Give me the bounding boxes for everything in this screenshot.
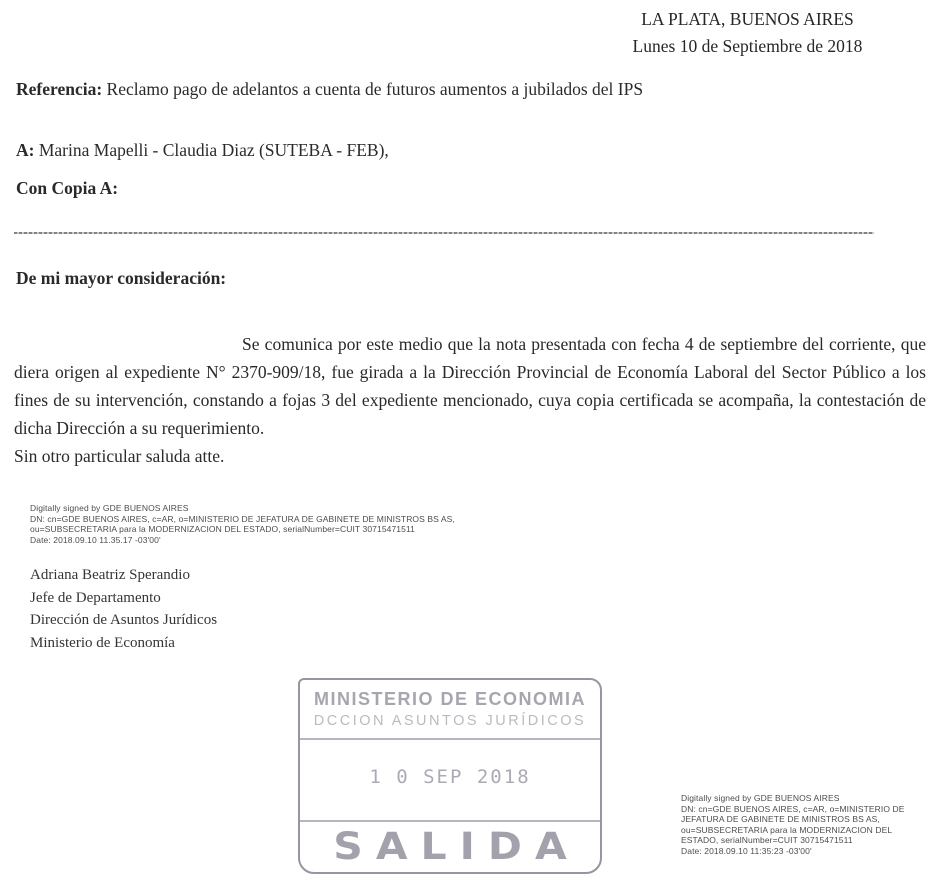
stamp-salida-word: SALIDA	[333, 824, 580, 869]
reference-label: Referencia:	[16, 79, 103, 99]
stamp-office-line: DCCION ASUNTOS JURÍDICOS	[313, 713, 587, 729]
signer-department: Dirección de Asuntos Jurídicos	[30, 612, 218, 628]
digital-signature-line: JEFATURA DE GABINETE DE MINISTROS BS AS,	[681, 814, 880, 824]
cc-label: Con Copia A:	[16, 178, 119, 198]
digital-signature-line: Digitally signed by GDE BUENOS AIRES	[681, 793, 840, 803]
closing-line: Sin otro particular saluda atte.	[14, 446, 225, 466]
stamp-divider	[300, 738, 600, 740]
digital-signature-block-left	[30, 503, 530, 545]
digital-signature-line: ou=SUBSECRETARIA para la MODERNIZACION DEL	[681, 824, 893, 835]
digital-signature-line: Date: 2018.09.10 11:35:23 -03'00'	[681, 845, 812, 856]
letter-header	[560, 6, 935, 60]
digital-signature-line: Date: 2018.09.10 11.35.17 -03'00'	[30, 534, 161, 545]
signer-organization: Ministerio de Economía	[30, 634, 175, 651]
header-location: LA PLATA, BUENOS AIRES	[641, 9, 854, 29]
digital-signature-line: ou=SUBSECRETARIA para la MODERNIZACION DEL ESTADO, serialNumber=CUIT 30715471511	[30, 524, 415, 534]
digital-signature-block-right	[681, 793, 937, 856]
signer-name: Adriana Beatriz Sperandio	[30, 567, 190, 583]
recipient-text: Marina Mapelli - Claudia Diaz (SUTEBA - FEB),	[34, 140, 389, 160]
header-date: Lunes 10 de Septiembre de 2018	[632, 36, 863, 56]
digital-signature-line: DN: cn=GDE BUENOS AIRES, c=AR, o=MINISTERIO DE	[681, 803, 905, 814]
stamp-date: 1 0 SEP 2018	[369, 766, 531, 788]
stamp-org-line: MINISTERIO DE ECONOMIA	[313, 689, 586, 709]
salutation: De mi mayor consideración:	[16, 268, 227, 288]
recipient-line	[16, 140, 389, 161]
signer-block	[30, 564, 217, 654]
exit-stamp	[298, 678, 602, 874]
reference-line	[16, 79, 925, 100]
signer-title: Jefe de Departamento	[30, 589, 161, 606]
body-paragraph: Se comunica por este medio que la nota presentada con fecha 4 de septiembre del corriente, que diera origen al expediente N° 2370-909/18, fue girada a la Dirección Provincial de Economía Laboral del Sector Público a los fines de su intervención, constando a fojas 3 del expediente mencionado, cuya copia certificada se acompaña, la contestación de dicha Dirección a su requerimiento.	[14, 334, 926, 438]
digital-signature-line: ESTADO, serialNumber=CUIT 30715471511	[681, 835, 853, 845]
stamp-divider	[300, 820, 600, 822]
digital-signature-line: DN: cn=GDE BUENOS AIRES, c=AR, o=MINISTERIO DE JEFATURA DE GABINETE DE MINISTROS BS AS,	[30, 513, 455, 524]
recipient-label: A:	[16, 140, 35, 160]
digital-signature-line: Digitally signed by GDE BUENOS AIRES	[30, 503, 189, 513]
reference-text: Reclamo pago de adelantos a cuenta de futuros aumentos a jubilados del IPS	[102, 79, 644, 99]
horizontal-divider	[14, 232, 874, 234]
